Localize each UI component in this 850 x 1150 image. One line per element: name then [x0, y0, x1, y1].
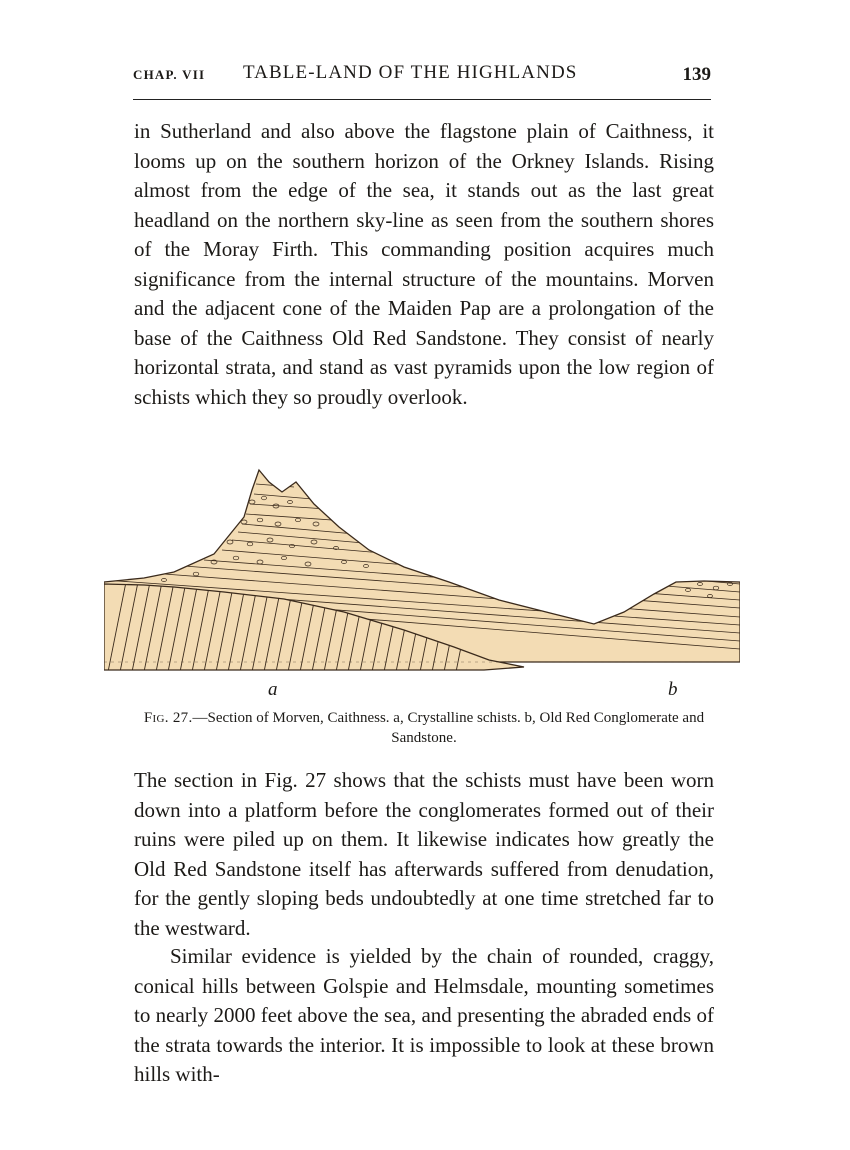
figure-caption: [134, 708, 714, 748]
running-header: [133, 62, 711, 92]
figure-label-a: a: [268, 679, 278, 700]
figure-label-b: b: [668, 679, 678, 700]
paragraph: The section in Fig. 27 shows that the schists must have been worn down into a platform before the conglomerates formed out of their ruins were piled up on them. It likewise indicates how greatly the Old Red Sandstone itself has afterwards suffered from denudation, for the gently sloping beds undoubtedly at one time stretched far to the westward.: [134, 768, 714, 940]
header-rule: [133, 99, 711, 100]
paragraph: in Sutherland and also above the flagstone plain of Caithness, it looms up on the southern horizon of the Orkney Islands. Rising almost from the edge of the sea, it stands out as the last great headland on the northern sky-line as seen from the southern shores of the Moray Firth. This commanding position acquires much significance from the internal structure of the mountains. Morven and the adjacent cone of the Maiden Pap are a prolongation of the base of the Caithness Old Red Sandstone. They consist of nearly horizontal strata, and stand as vast pyramids upon the low region of schists which they so proudly overlook.: [134, 119, 714, 409]
running-title: TABLE-LAND OF THE HIGHLANDS: [243, 62, 578, 83]
chapter-label: CHAP. VII: [133, 67, 206, 82]
figure-caption-text: —Section of Morven, Caithness. a, Crystalline schists. b, Old Red Conglomerate and Sandstone.: [192, 710, 705, 746]
figure-number: Fig. 27.: [143, 710, 193, 726]
geological-section-figure: [104, 462, 740, 680]
paragraph: Similar evidence is yielded by the chain of rounded, craggy, conical hills between Golspie and Helmsdale, mounting sometimes to nearly 2000 feet above the sea, and presenting the abraded ends of the strata towards the interior. It is impossible to look at these brown hills with-: [134, 944, 714, 1086]
page-number: 139: [682, 64, 711, 85]
